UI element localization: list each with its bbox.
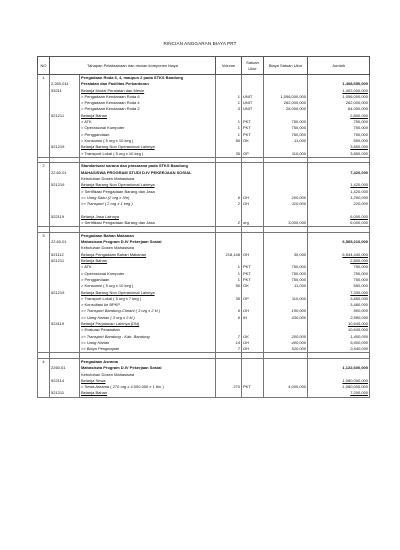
cell-biaya-satuan: 30,000 — [264, 252, 308, 258]
cell-jumlah: 5,600,000 — [308, 340, 370, 346]
cell-volume — [216, 232, 242, 239]
cell-jumlah: 7,420,000 — [308, 170, 370, 176]
cell-code — [50, 346, 80, 353]
cell-jumlah: 7,330,000 — [308, 290, 370, 296]
cell-satuan — [242, 232, 264, 239]
cell-jumlah: 3,850,000 — [308, 144, 370, 150]
cell-description: Belanja Barang Non Operasional Lainnya — [80, 290, 216, 296]
cell-volume: 50 — [216, 138, 242, 144]
cell-biaya-satuan: 4,000,000 — [264, 384, 308, 390]
cell-volume — [216, 75, 242, 82]
cell-description: > Konsumsi ( 5 org x 10 keg ) — [80, 138, 216, 144]
cell-biaya-satuan: 750,000 — [264, 264, 308, 270]
cell-description: > Transport Lokal ( 5 org x 10 keg ) — [80, 151, 216, 158]
cell-biaya-satuan: 750,000 — [264, 125, 308, 131]
cell-jumlah: 3,850,000 — [308, 151, 370, 158]
cell-description: > Konsultasi ke BPKP — [80, 302, 216, 308]
cell-volume: 1 — [216, 132, 242, 138]
cell-description: Kebutuhan Dosen Mahasiswa — [80, 176, 216, 182]
cell-satuan: PKT — [242, 119, 264, 125]
table-row — [38, 75, 370, 82]
cell-jumlah: 6,544,440,000 — [308, 252, 370, 258]
cell-description: > Evaluasi Perawatan — [80, 327, 216, 333]
cell-satuan — [242, 163, 264, 170]
cell-jumlah: 2,800,000 — [308, 258, 370, 264]
cell-description: Belanja Sewa — [80, 378, 216, 384]
cell-volume: 1 — [216, 94, 242, 100]
cell-volume: 14 — [216, 340, 242, 346]
cell-biaya-satuan — [264, 390, 308, 397]
cell-description: >> Uang Harian — [80, 340, 216, 346]
cell-jumlah: 1,080,000,000 — [308, 384, 370, 390]
cell-satuan: OH — [242, 252, 264, 258]
cell-description: Belanja Barang Non Operasional Lainnya — [80, 144, 216, 150]
cell-jumlah: 1,122,600,000 — [308, 365, 370, 371]
cell-description: Belanja Perjalanan Lainnya (DN) — [80, 321, 216, 327]
cell-biaya-satuan: 200,000 — [264, 334, 308, 340]
budget-table — [37, 56, 370, 398]
cell-jumlah: 550,000 — [308, 138, 370, 144]
cell-description: Belanja Jasa Lainnya — [80, 214, 216, 220]
cell-description: >> Uang Saku (2 org x 3hr) — [80, 195, 216, 201]
cell-description: Standarisasi sarana dan prasarana pada STKS Bandung — [80, 163, 216, 170]
cell-code: 521211 — [50, 390, 80, 397]
cell-volume: 7 — [216, 334, 242, 340]
cell-satuan: OK — [242, 138, 264, 144]
cell-jumlah: 750,000 — [308, 132, 370, 138]
cell-biaya-satuan: 110,000 — [264, 201, 308, 207]
cell-volume: 3 — [216, 106, 242, 112]
cell-volume: 1 — [216, 100, 242, 106]
table-row — [38, 390, 370, 397]
cell-volume: 1 — [216, 264, 242, 270]
cell-satuan: OH — [242, 346, 264, 353]
cell-jumlah: 550,000 — [308, 283, 370, 289]
cell-biaya-satuan: 750,000 — [264, 119, 308, 125]
cell-jumlah: 6,000,000 — [308, 214, 370, 220]
cell-biaya-satuan: 110,000 — [264, 151, 308, 158]
cell-satuan: org — [242, 220, 264, 227]
cell-biaya-satuan: 400,000 — [264, 340, 308, 346]
cell-description: Kebutuhan Dosen Mahasiswa — [80, 245, 216, 251]
cell-biaya-satuan: 750,000 — [264, 271, 308, 277]
cell-code: 22.60.01 — [50, 239, 80, 245]
cell-biaya-satuan — [264, 358, 308, 365]
cell-satuan: IH — [242, 315, 264, 321]
cell-jumlah: 750,000 — [308, 277, 370, 283]
cell-volume: 50 — [216, 283, 242, 289]
cell-satuan: PKT — [242, 384, 264, 390]
cell-description: Belanja Bahan — [80, 113, 216, 119]
cell-satuan: PKT — [242, 277, 264, 283]
cell-satuan: OK — [242, 283, 264, 289]
cell-biaya-satuan: 1,056,000,000 — [264, 94, 308, 100]
cell-description: > Sertifikasi Pengadaan Barang dan Jasa — [80, 189, 216, 195]
cell-volume: 270 — [216, 384, 242, 390]
cell-description: > Penggandaan — [80, 132, 216, 138]
cell-jumlah: 750,000 — [308, 125, 370, 131]
cell-jumlah: 1,056,000,000 — [308, 94, 370, 100]
cell-satuan: UNIT — [242, 106, 264, 112]
table-header-row — [38, 57, 370, 75]
cell-volume: 35 — [216, 151, 242, 158]
cell-volume: 218,148 — [216, 252, 242, 258]
cell-description: > Operasional Komputer — [80, 271, 216, 277]
cell-jumlah: 3,850,000 — [308, 296, 370, 302]
cell-jumlah: 2,580,000 — [308, 315, 370, 321]
cell-satuan: OH — [242, 201, 264, 207]
cell-volume: 6 — [216, 315, 242, 321]
cell-jumlah — [308, 232, 370, 239]
cell-satuan — [242, 75, 264, 82]
cell-description: >> Transport ( 2 org x 1 keg ) — [80, 201, 216, 207]
cell-code: 53211 — [50, 88, 80, 94]
table-row — [38, 163, 370, 170]
cell-jumlah: 6,565,210,000 — [308, 239, 370, 245]
header-no: NO — [38, 57, 50, 75]
cell-volume: 6 — [216, 308, 242, 314]
cell-jumlah: 7,200,000 — [308, 390, 370, 397]
cell-jumlah: 10,640,000 — [308, 327, 370, 333]
cell-jumlah: 1,420,000 — [308, 189, 370, 195]
cell-biaya-satuan: 750,000 — [264, 132, 308, 138]
cell-jumlah: 1,200,000 — [308, 195, 370, 201]
cell-jumlah: 6,000,000 — [308, 220, 370, 227]
cell-volume: 1 — [216, 119, 242, 125]
cell-volume: 1 — [216, 125, 242, 131]
cell-satuan: PKT — [242, 125, 264, 131]
cell-satuan: PKT — [242, 271, 264, 277]
cell-no — [38, 220, 50, 227]
cell-satuan: OP — [242, 151, 264, 158]
cell-volume: 1 — [216, 271, 242, 277]
cell-description: Belanja Modal Peralatan dan Mesin — [80, 88, 216, 94]
cell-satuan: PKT — [242, 132, 264, 138]
cell-biaya-satuan: 430,000 — [264, 315, 308, 321]
cell-jumlah: 1,402,000,000 — [308, 88, 370, 94]
cell-description: > Penggandaan — [80, 277, 216, 283]
cell-code: 521112 — [50, 252, 80, 258]
cell-code: 522119 — [50, 214, 80, 220]
cell-code — [50, 75, 80, 82]
cell-jumlah: 10,640,000 — [308, 321, 370, 327]
cell-volume: 7 — [216, 346, 242, 353]
cell-description: > Operasional Komputer — [80, 125, 216, 131]
cell-code — [50, 151, 80, 158]
cell-jumlah: 750,000 — [308, 119, 370, 125]
cell-code — [50, 163, 80, 170]
cell-biaya-satuan: 520,000 — [264, 346, 308, 353]
table-row — [38, 346, 370, 353]
cell-jumlah: 220,000 — [308, 201, 370, 207]
cell-satuan — [242, 390, 264, 397]
table-row — [38, 220, 370, 227]
cell-satuan: OP — [242, 296, 264, 302]
cell-volume: 2 — [216, 220, 242, 227]
cell-satuan: OH — [242, 308, 264, 314]
cell-volume: 6 — [216, 195, 242, 201]
cell-code: 521211 — [50, 113, 80, 119]
table-row — [38, 358, 370, 365]
cell-jumlah: 750,000 — [308, 271, 370, 277]
cell-description: >> Transport Bandung - Kab. Bandung — [80, 334, 216, 340]
cell-volume — [216, 390, 242, 397]
cell-description: Mahasiswa Program D.IV Pekerjaan Sosial — [80, 365, 216, 371]
cell-jumlah — [308, 358, 370, 365]
cell-biaya-satuan — [264, 75, 308, 82]
cell-jumlah: 1,408,650,000 — [308, 81, 370, 87]
cell-volume: 2 — [216, 201, 242, 207]
cell-description: Pengadaan Asrama — [80, 358, 216, 365]
cell-code: 524119 — [50, 321, 80, 327]
cell-description: >> Transport Bandung-Cimahi ( 3 org x 2 kl ) — [80, 308, 216, 314]
cell-code — [50, 358, 80, 365]
cell-no — [38, 151, 50, 158]
cell-code: 2,260,011 — [50, 81, 80, 87]
header-tahapan: Tahapan Pelaksanaan dan rincian komponen biaya — [50, 57, 216, 75]
cell-description: Belanja Bahan — [80, 390, 216, 397]
cell-satuan: UNIT — [242, 100, 264, 106]
cell-code: 521219 — [50, 182, 80, 188]
cell-jumlah: 1,420,000 — [308, 182, 370, 188]
cell-description: > ATK — [80, 264, 216, 270]
cell-satuan: OH — [242, 195, 264, 201]
cell-biaya-satuan: 11,000 — [264, 138, 308, 144]
cell-biaya-satuan: 750,000 — [264, 277, 308, 283]
cell-biaya-satuan — [264, 232, 308, 239]
cell-biaya-satuan: 262,000,000 — [264, 100, 308, 106]
cell-description: > Pengadaan Kendaraan Roda 6 — [80, 94, 216, 100]
cell-biaya-satuan: 110,000 — [264, 296, 308, 302]
cell-description: Peralatan dan Fasilitas Perkantoran — [80, 81, 216, 87]
cell-volume: 35 — [216, 296, 242, 302]
table-row — [38, 232, 370, 239]
table-body — [38, 75, 370, 398]
cell-volume: 1 — [216, 277, 242, 283]
cell-jumlah: 900,000 — [308, 308, 370, 314]
cell-biaya-satuan: 11,000 — [264, 283, 308, 289]
cell-code: 2260.01 — [50, 365, 80, 371]
header-jumlah: Jumlah — [308, 57, 370, 75]
cell-no: 1 — [38, 75, 50, 82]
cell-no — [38, 346, 50, 353]
cell-description: Belanja Pengadaan Bahan Makanan — [80, 252, 216, 258]
cell-description: > Sewa Asrama ( 270 org x 4.000.000 x 1 thn ) — [80, 384, 216, 390]
cell-no: 3 — [38, 232, 50, 239]
cell-biaya-satuan — [264, 163, 308, 170]
cell-code: 522114 — [50, 378, 80, 384]
cell-jumlah: 84,000,000 — [308, 106, 370, 112]
cell-code — [50, 232, 80, 239]
cell-jumlah — [308, 75, 370, 82]
cell-description: Belanja Bahan — [80, 258, 216, 264]
cell-satuan — [242, 358, 264, 365]
cell-jumlah: 3,480,000 — [308, 302, 370, 308]
header-biaya-satuan: Biaya Satuan Ukur — [264, 57, 308, 75]
cell-biaya-satuan: 150,000 — [264, 308, 308, 314]
cell-code: 22.60.01 — [50, 170, 80, 176]
cell-description: > Transport Lokal ( 5 org x 7 keg ) — [80, 296, 216, 302]
cell-code: 521219 — [50, 290, 80, 296]
cell-jumlah: 750,000 — [308, 264, 370, 270]
cell-description: > ATK — [80, 119, 216, 125]
cell-description: MAHASISWA PROGRAM STUDI D.IV PEKERJAAN SOSIAL — [80, 170, 216, 176]
cell-code — [50, 220, 80, 227]
table-row — [38, 151, 370, 158]
cell-code: 521211 — [50, 258, 80, 264]
header-volume: Volume — [216, 57, 242, 75]
cell-satuan: UNIT — [242, 94, 264, 100]
cell-description: Mahasiswa Program D.IV Pekerjaan Sosial — [80, 239, 216, 245]
cell-jumlah: 1,400,000 — [308, 334, 370, 340]
cell-description: > Sertifikasi Pengadaan Barang dan Jasa — [80, 220, 216, 227]
cell-volume — [216, 358, 242, 365]
cell-description: > Pengadaan Kendaraan Roda 4 — [80, 100, 216, 106]
cell-biaya-satuan: 200,000 — [264, 195, 308, 201]
cell-code: 521219 — [50, 144, 80, 150]
cell-biaya-satuan: 28,000,000 — [264, 106, 308, 112]
cell-description: >> Biaya Penginapan — [80, 346, 216, 353]
cell-description: Belanja Barang Non Operasional Lainnya — [80, 182, 216, 188]
cell-description: > Pengadaan Kendaraan Roda 2 — [80, 106, 216, 112]
cell-jumlah: 2,800,000 — [308, 113, 370, 119]
cell-satuan: PKT — [242, 264, 264, 270]
cell-satuan: OK — [242, 334, 264, 340]
cell-no: 2 — [38, 163, 50, 170]
cell-jumlah: 1,080,000,000 — [308, 378, 370, 384]
cell-description: Pengadaan Bahan Makanan — [80, 232, 216, 239]
cell-jumlah: 262,000,000 — [308, 100, 370, 106]
header-satuan: Satuan Ukur — [242, 57, 264, 75]
cell-description: >> Uang Harian ( 3 org x 2 kl ) — [80, 315, 216, 321]
cell-no: 4 — [38, 358, 50, 365]
cell-description: > Konsumsi ( 5 org x 10 keg ) — [80, 283, 216, 289]
document-title: RINCIAN ANGGARAN BIAYA PRT — [163, 41, 237, 46]
cell-satuan: OH — [242, 340, 264, 346]
cell-jumlah: 3,640,000 — [308, 346, 370, 353]
cell-description: Pengadaan Roda 6, 4, maupun 2 pada STKS Bandung — [80, 75, 216, 82]
cell-biaya-satuan: 3,000,000 — [264, 220, 308, 227]
cell-description: Kebutuhan Dosen Mahasiswa — [80, 372, 216, 378]
cell-jumlah — [308, 163, 370, 170]
cell-volume — [216, 163, 242, 170]
cell-no — [38, 390, 50, 397]
